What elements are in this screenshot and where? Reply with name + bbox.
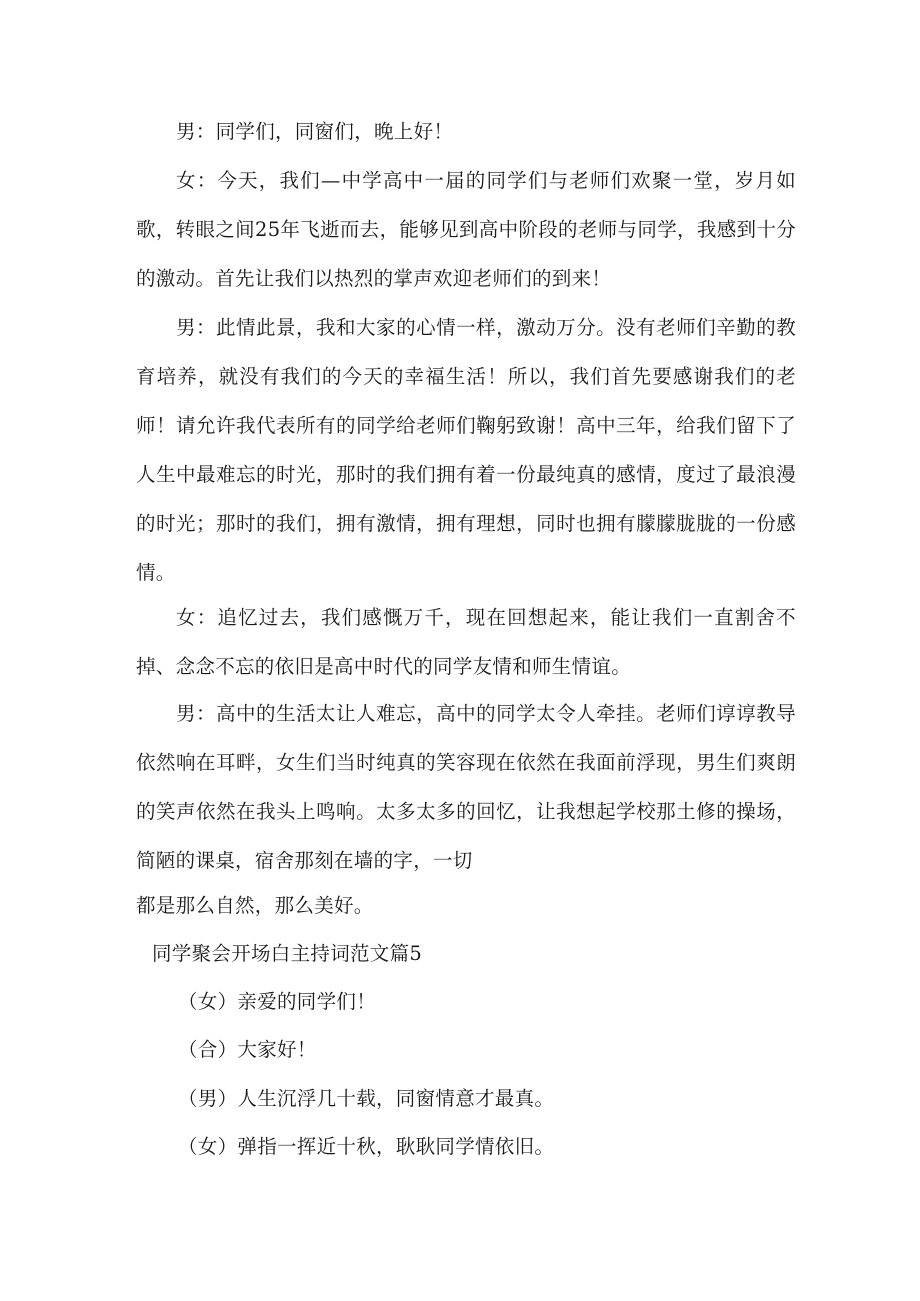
paragraph-continuation: 都是那么自然，那么美好。 [136,894,374,917]
paragraph-greeting: 男：同学们，同窗们，晚上好！ [176,120,454,143]
paragraph-male-reminisce: 男：高中的生活太让人难忘，高中的同学太令人牵挂。老师们谆谆教导依然响在耳畔，女生们当时纯真的笑容现在依然在我面前浮现，男生们爽朗的笑声依然在我头上鸣响。太多太多的回忆，让我想起学校那土修的操场，简陋的课桌，宿舍那刻在墙的字，一切 [136,702,796,872]
dialogue-line: （女）亲爱的同学们！ [178,990,377,1013]
dialogue-line: （女）弹指一挥近十秋，耿耿同学情依旧。 [178,1135,555,1158]
section-title: 同学聚会开场白主持词范文篇5 [152,942,423,965]
dialogue-line: （男）人生沉浮几十载，同窗情意才最真。 [178,1087,555,1110]
dialogue-line: （合）大家好！ [178,1038,317,1061]
paragraph-female-welcome: 女：今天，我们—中学高中一届的同学们与老师们欢聚一堂，岁月如歌，转眼之间25年飞逝而去，能够见到高中阶段的老师与同学，我感到十分的激动。首先让我们以热烈的掌声欢迎老师们的到来！ [136,169,796,290]
paragraph-male-thanks: 男：此情此景，我和大家的心情一样，激动万分。没有老师们辛勤的教育培养，就没有我们的今天的幸福生活！所以，我们首先要感谢我们的老师！请允许我代表所有的同学给老师们鞠躬致谢！高中三年，给我们留下了人生中最难忘的时光，那时的我们拥有着一份最纯真的感情，度过了最浪漫的时光；那时的我们，拥有激情，拥有理想，同时也拥有朦朦胧胧的一份感情。 [136,316,796,584]
paragraph-female-memories: 女：追忆过去，我们感慨万千，现在回想起来，能让我们一直割舍不掉、念念不忘的依旧是高中时代的同学友情和师生情谊。 [136,606,796,678]
